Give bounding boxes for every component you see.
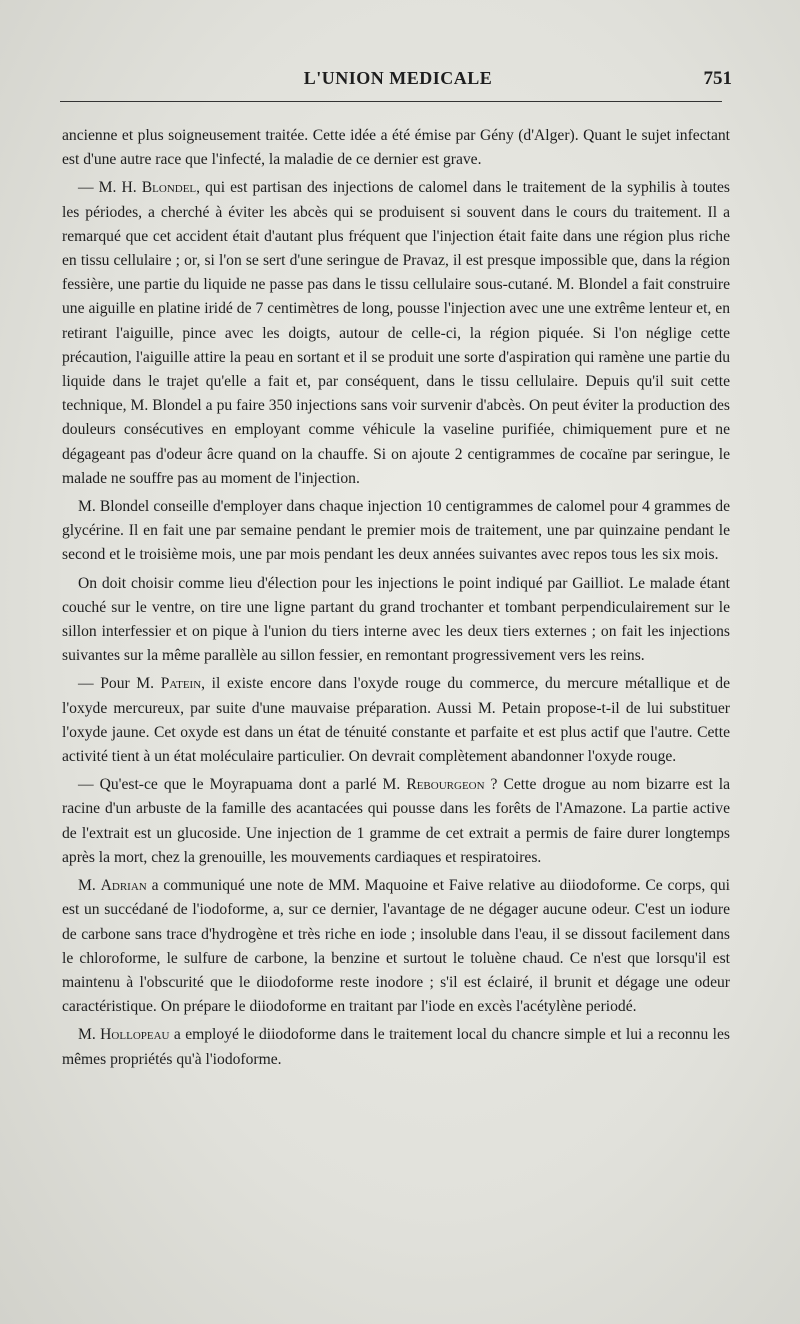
paragraph-1 bbox=[62, 124, 730, 172]
paragraph-text: a communiqué une note de MM. Maquoine et Faive relative au diiodoforme. Ce corps, qui est un succédané de l'iodoforme, a, sur ce dernier, l'avantage de ne dégager aucune odeur. C'est un iodure de carbone sans trace d'hydrogène et très riche en iode ; insoluble dans l'eau, il se dissout facilement dans le chloroforme, le sulfure de carbone, la benzine et surtout le toluène chaud. Ce n'est que lorsqu'il est maintenu à l'obscurité que le diiodoforme reste inodore ; s'il est éclairé, il brunit et dégage une odeur caractéristique. On prépare le diiodoforme en traitant par l'iode en excès l'acétylène periodé. bbox=[62, 877, 730, 1016]
article-body bbox=[62, 124, 730, 1072]
paragraph-text: M. Blondel conseille d'employer dans chaque injection 10 centigrammes de calomel pour 4 grammes de glycérine. Il en fait une par semaine pendant le premier mois de traitement, une par quinzaine pendant le second et le troisième mois, une par mois pendant les deux années suivantes avec repos tous les six mois. bbox=[62, 498, 730, 564]
paragraph-lead: M. bbox=[78, 1026, 101, 1044]
paragraph-5 bbox=[62, 672, 730, 769]
paragraph-3 bbox=[62, 495, 730, 568]
paragraph-4 bbox=[62, 572, 730, 669]
speaker-name: Blondel bbox=[141, 179, 197, 197]
speaker-name: Patein bbox=[160, 675, 202, 693]
paragraph-text: , il existe encore dans l'oxyde rouge du commerce, du mercure métallique et de l'oxyde mercureux, par suite d'une mauvaise préparation. Aussi M. Petain propose-t-il de lui substituer l'oxyde jaune. Cet oxyde est dans un état de ténuité constante et parfaite et est plus actif que l'autre. Cette activité tient à un état moléculaire particulier. On devrait complètement abandonner l'oxyde rouge. bbox=[62, 675, 731, 766]
paragraph-8 bbox=[62, 1023, 730, 1071]
paragraph-text: ? Cette drogue au nom bizarre est la racine d'un arbuste de la famille des acantacées qui pousse dans les forêts de l'Amazone. La partie active de l'extrait est un glucoside. Une injection de 1 gramme de cet extrait a permis de faire durer longtemps après la mort, chez la grenouille, les mouvements cardiaques et respiratoires. bbox=[62, 776, 730, 866]
running-title: L'UNION MEDICALE bbox=[303, 68, 493, 88]
paragraph-text: a employé le diiodoforme dans le traitement local du chancre simple et lui a reconnu les mêmes propriétés qu'à l'iodoforme. bbox=[62, 1026, 730, 1068]
paragraph-lead: — Pour M. bbox=[78, 675, 161, 693]
paragraph-7 bbox=[62, 874, 730, 1019]
paragraph-6 bbox=[62, 773, 730, 870]
paragraph-text: , qui est partisan des injections de calomel dans le traitement de la syphilis à toutes les périodes, a cherché à éviter les abcès qui se produisent si souvent dans le cours du traitement. Il a remarqué que cet accident était d'autant plus fréquent que l'injection était faite dans une région plus riche en tissu cellulaire ; or, si l'on se sert d'une seringue de Pravaz, il est presque impossible que, dans la région fessière, une partie du liquide ne passe pas dans le tissu cellulaire sous-cutané. M. Blondel a fait construire une aiguille en platine iridé de 7 centimètres de long, pousse l'injection avec une une extrême lenteur et, en retirant l'aiguille, pince avec les doigts, autour de celle-ci, la région piquée. Si l'on néglige cette précaution, l'aiguille attire la peau en sortant et il se produit une sorte d'aspiration qui ramène une partie du liquide dans le trajet qu'elle a fait et, par conséquent, dans le tissu cellulaire. Depuis qu'il suit cette technique, M. Blondel a pu faire 350 injections sans voir survenir d'abcès. On peut éviter la production des douleurs consécutives en employant comme véhicule la vaseline purifiée, chimiquement pure et ne dégageant pas d'odeur âcre quand on la chauffe. Si on ajoute 2 centigrammes de cocaïne par seringue, le malade ne souffre pas au moment de l'injection. bbox=[62, 179, 730, 487]
page-header bbox=[62, 68, 734, 102]
speaker-name: Adrian bbox=[100, 877, 147, 895]
paragraph-lead: M. bbox=[78, 877, 101, 895]
page-number: 751 bbox=[703, 68, 732, 89]
speaker-name: Rebourgeon bbox=[406, 776, 485, 794]
paragraph-lead: — Qu'est-ce que le Moyrapuama dont a parlé M. bbox=[78, 776, 407, 794]
paragraph-lead: — M. H. bbox=[78, 179, 142, 197]
paragraph-2 bbox=[62, 176, 730, 491]
paragraph-text: On doit choisir comme lieu d'élection pour les injections le point indiqué par Gailliot. Le malade étant couché sur le ventre, on tire une ligne partant du grand trochanter et tombant perpendiculairement sur le sillon interfessier et on pique à l'union du tiers interne avec les deux tiers externes ; on fait les injections suivantes sur la même parallèle au sillon fessier, en remontant progressivement vers les reins. bbox=[62, 574, 730, 665]
paragraph-text: ancienne et plus soigneusement traitée. Cette idée a été émise par Gény (d'Alger). Quant le sujet infectant est d'une autre race que l'infecté, la maladie de ce dernier est grave. bbox=[62, 127, 730, 169]
header-rule bbox=[60, 101, 722, 102]
speaker-name: Hollopeau bbox=[100, 1026, 170, 1044]
